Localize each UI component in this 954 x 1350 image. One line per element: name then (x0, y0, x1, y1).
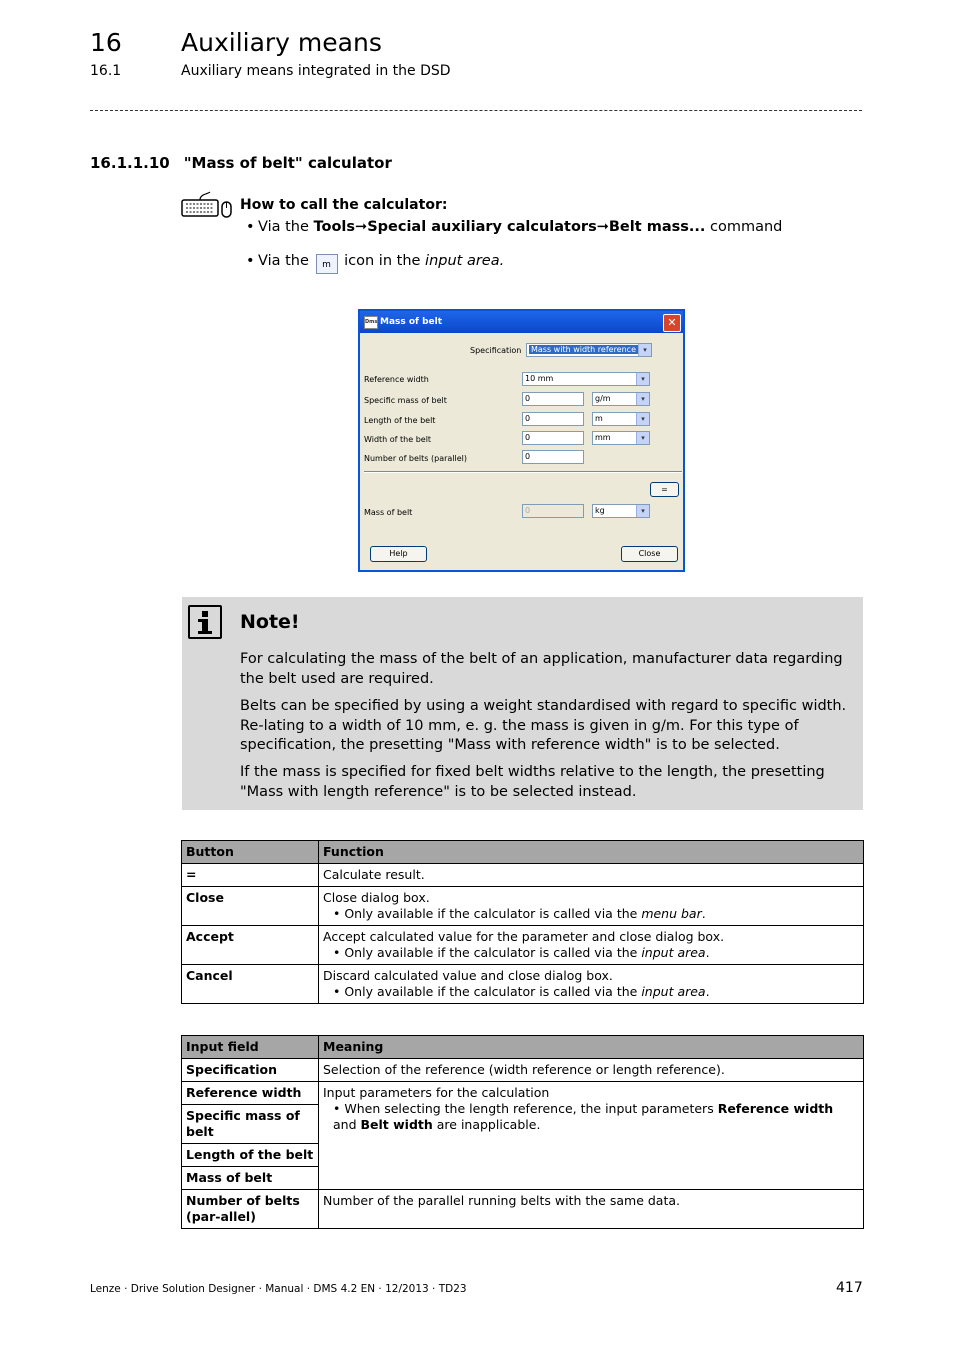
specific-mass-unit-select[interactable]: g/m ▾ (592, 392, 650, 406)
width-label: Width of the belt (364, 435, 432, 444)
how-to-bullet-menu: • Via the Tools➞Special auxiliary calculators➞Belt mass... command (246, 219, 783, 235)
note-title: Note! (240, 611, 300, 633)
table-row: Mass of belt (182, 1167, 864, 1190)
header-meaning: Meaning (319, 1036, 864, 1059)
num-belts-input[interactable]: 0 (522, 450, 584, 464)
header-divider (90, 110, 862, 111)
table-row: Reference width Input parameters for the calculation • When selecting the length reference, the input parameters Reference width and Belt width are inapplicable. (182, 1082, 864, 1105)
chapter-number: 16 (90, 28, 122, 57)
specification-label: Specification (470, 346, 522, 355)
dialog-separator (364, 471, 682, 473)
menu-path-belt-mass: Belt mass... (608, 219, 706, 235)
specific-mass-label: Specific mass of belt (364, 396, 447, 405)
mass-label: Mass of belt (364, 508, 413, 517)
chevron-down-icon: ▾ (636, 373, 649, 385)
close-icon[interactable]: ✕ (663, 314, 681, 332)
menu-path-special: Special auxiliary calculators (367, 219, 597, 235)
chevron-down-icon: ▾ (636, 505, 649, 517)
note-paragraph-2: Belts can be specified by using a weight standardised with regard to specific width. Re-lating to a width of 10 mm, e. g. the mass is given in g/m. For this type of specification, the presetting "Mass with reference width" is to be selected. (240, 698, 847, 753)
width-unit-select[interactable]: mm ▾ (592, 431, 650, 445)
note-paragraph-3: If the mass is specified for fixed belt widths relative to the length, the presetting "Mass with length reference" is to be selected instead. (240, 764, 825, 800)
note-box (182, 597, 863, 810)
mass-of-belt-dialog (358, 309, 685, 572)
app-icon: Dms (364, 316, 378, 329)
mass-unit-select[interactable]: kg ▾ (592, 504, 650, 518)
subsection-title: "Mass of belt" calculator (183, 154, 392, 172)
chevron-down-icon: ▾ (636, 432, 649, 444)
footer-text: Lenze · Drive Solution Designer · Manual · DMS 4.2 EN · 12/2013 · TD23 (90, 1283, 467, 1295)
header-input-field: Input field (182, 1036, 319, 1059)
table-header-row (182, 1036, 864, 1059)
table-row: Accept Accept calculated value for the parameter and close dialog box. • Only available if the calculator is called via the input area. (182, 926, 864, 965)
help-button[interactable]: Help (370, 546, 427, 562)
keyboard-mouse-icon (180, 190, 234, 220)
section-title: Auxiliary means integrated in the DSD (181, 63, 451, 79)
input-field-table (181, 1035, 864, 1229)
belt-mass-icon: m (316, 254, 338, 274)
mass-result-field: 0 (522, 504, 584, 518)
table-row: Specification Selection of the reference (width reference or length reference). (182, 1059, 864, 1082)
num-belts-label: Number of belts (parallel) (364, 454, 468, 463)
specification-select[interactable]: Mass with width reference ▾ (526, 343, 652, 357)
info-icon (188, 605, 222, 639)
dialog-title: Mass of belt (380, 317, 443, 327)
note-paragraph-1: For calculating the mass of the belt of an application, manufacturer data regarding the belt used are required. (240, 651, 843, 687)
length-input[interactable]: 0 (522, 412, 584, 426)
close-button[interactable]: Close (621, 546, 678, 562)
table-row: = Calculate result. (182, 864, 864, 887)
width-input[interactable]: 0 (522, 431, 584, 445)
header-function: Function (319, 841, 864, 864)
table-row: Cancel Discard calculated value and close dialog box. • Only available if the calculator is called via the input area. (182, 965, 864, 1004)
section-number: 16.1 (90, 63, 122, 79)
chapter-title: Auxiliary means (181, 28, 382, 57)
table-row: Specific mass of belt (182, 1105, 864, 1144)
button-table (181, 840, 864, 1004)
reference-width-label: Reference width (364, 375, 429, 384)
menu-path-tools: Tools (313, 219, 356, 235)
table-header-row (182, 841, 864, 864)
chevron-down-icon: ▾ (638, 344, 651, 356)
dialog-title-bar (360, 311, 683, 333)
table-row: Number of belts (par-allel) Number of the parallel running belts with the same data. (182, 1190, 864, 1229)
chevron-down-icon: ▾ (636, 413, 649, 425)
table-row: Length of the belt (182, 1144, 864, 1167)
page-number: 417 (836, 1280, 863, 1296)
specific-mass-input[interactable]: 0 (522, 392, 584, 406)
table-row: Close Close dialog box. • Only available if the calculator is called via the menu bar. (182, 887, 864, 926)
header-button: Button (182, 841, 319, 864)
chevron-down-icon: ▾ (636, 393, 649, 405)
length-label: Length of the belt (364, 416, 436, 425)
reference-width-select[interactable]: 10 mm ▾ (522, 372, 650, 386)
how-to-bullet-icon: • Via the m icon in the input area. (246, 253, 504, 274)
equals-button[interactable]: = (650, 482, 679, 497)
subsection-heading (90, 154, 392, 172)
how-to-title: How to call the calculator: (240, 197, 448, 213)
length-unit-select[interactable]: m ▾ (592, 412, 650, 426)
subsection-number: 16.1.1.10 (90, 154, 170, 172)
